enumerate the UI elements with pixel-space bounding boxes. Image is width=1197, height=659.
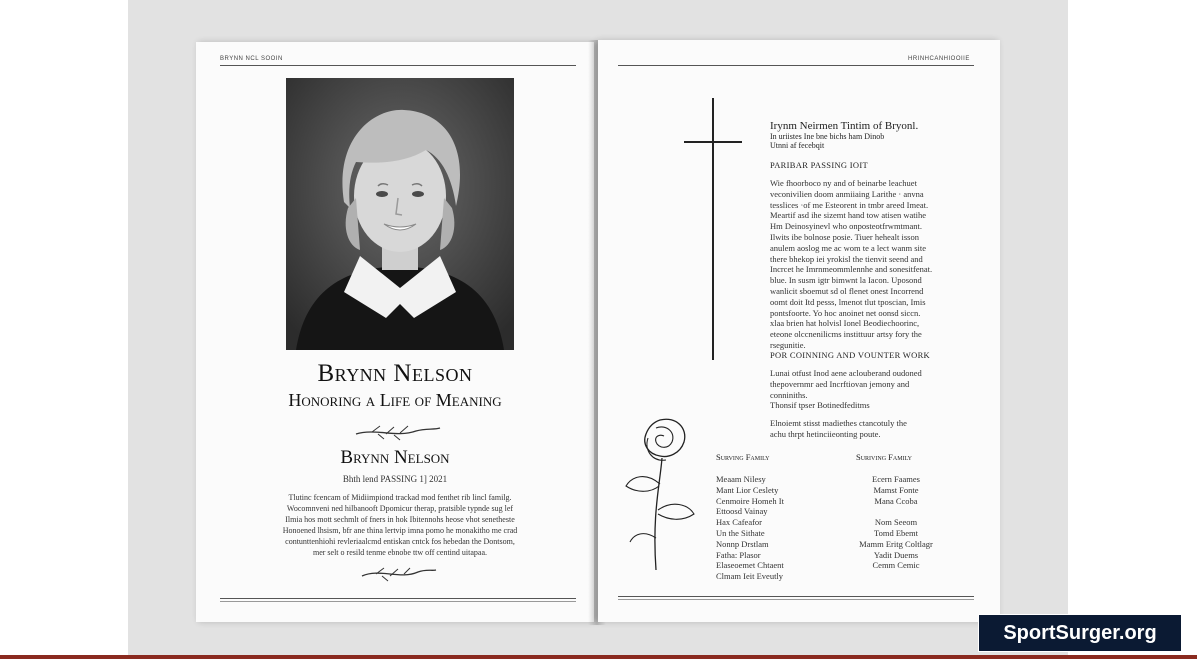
deceased-name-subtitle: Brynn Nelson xyxy=(340,447,450,468)
family-left-list xyxy=(716,474,784,582)
section-heading-volunteer: POR COINNING AND VOUNTER WORK xyxy=(770,350,930,360)
family-right-heading: Suriving Family xyxy=(856,452,912,462)
watermark-badge: SportSurger.org xyxy=(978,614,1182,652)
text-line: Lunai otfust Inod aene aclouberand oudoned xyxy=(770,368,922,378)
section-heading-passing: PARIBAR PASSING IOIT xyxy=(770,160,868,170)
section-closing-text xyxy=(770,418,946,440)
family-member: Mana Ccoba xyxy=(874,495,918,506)
right-top-rule xyxy=(618,65,974,66)
left-top-rule xyxy=(220,65,576,66)
right-page xyxy=(598,40,1000,622)
family-member: Tomd Ebemt xyxy=(873,527,919,538)
tagline: Honoring a Life of Meaning xyxy=(288,390,502,410)
portrait-photo xyxy=(286,78,514,350)
deceased-name-title: Brynn Nelson xyxy=(317,360,473,387)
text-line: xlaa brien hat holvisl Ionel Beodiechoorinc, xyxy=(770,318,920,329)
family-right-list xyxy=(848,474,944,571)
family-member: Ecern Faames xyxy=(872,474,920,484)
family-left-heading: Surving Family xyxy=(716,452,770,462)
text-line: Ilwits ibe bolnose posie. Tiuer hehealt isson xyxy=(770,231,919,242)
text-line: rsegunitie. xyxy=(770,339,806,350)
family-member: Mamm Eritg Coltlagr xyxy=(859,538,933,549)
rose-illustration-icon xyxy=(622,414,698,574)
family-member: Cenmoire Homeh It xyxy=(716,495,784,506)
section-volunteer-text xyxy=(770,368,946,411)
text-line: Elnoiemt stisst madiethes ctancotuly the xyxy=(770,418,907,428)
obituary-subheading-2: Utnni af fecebqit xyxy=(770,141,825,150)
left-bottom-rule-thin xyxy=(220,601,576,602)
intro-line: Wocomnveni ned hilbanooft Dpomicur therap, pratsible typnde sug lef xyxy=(286,504,514,513)
text-line: Wie fhoorboco ny and of beinarbe leachuet xyxy=(770,178,917,188)
text-line: Hm Deinosyinevl who onposteotfrwmtmant. xyxy=(770,221,923,232)
family-member: Nonnp Drstlam xyxy=(716,538,769,549)
obituary-subheading: In uriistes Ine bne bichs ham Dinob xyxy=(770,132,885,141)
left-bottom-rule xyxy=(220,598,576,599)
text-line: oomt doit Itd pesss, lmenot tlut tposcian, Imis xyxy=(770,296,926,307)
intro-line: Ilmia hos mott sechmlt of fners in hok Ibitennohs heose vhot senetheste xyxy=(285,515,515,524)
family-member: Nom Seeom xyxy=(874,517,918,528)
family-member: Mant Lior Ceslety xyxy=(716,484,779,495)
family-member: Yadit Duems xyxy=(873,549,919,560)
right-ghost-column xyxy=(520,78,580,508)
left-ghost-column xyxy=(218,78,282,508)
family-member: Elaseoemet Chtaent xyxy=(716,560,784,571)
text-line: Thonsif tpser Botinedfeditms xyxy=(770,400,870,411)
flourish-ornament-top xyxy=(196,422,594,442)
right-bottom-rule-thin xyxy=(618,599,974,600)
family-member: Clmam Ieit Eveutly xyxy=(716,571,784,582)
text-line: conniniths. xyxy=(770,389,808,400)
text-line: tesslices ·of me Esteorent in tmbr areed Imeat. xyxy=(770,199,929,210)
cross-icon xyxy=(684,98,742,360)
right-page-ghost-right xyxy=(950,80,990,480)
family-member: Meaam Nilesy xyxy=(716,474,766,484)
intro-line: Tlutinc fcencam of Midiimpiond trackad mod fenthet rib lincl familg. xyxy=(288,493,512,502)
left-page xyxy=(196,42,594,622)
family-member: Hax Cafeafor xyxy=(716,517,763,528)
intro-line: mer selt o resild tenme ebnobe ttw off centind uitapaa. xyxy=(312,548,488,557)
obituary-heading: Irynm Neirmen Tintim of Bryonl. xyxy=(770,120,919,132)
family-member xyxy=(848,506,944,517)
right-bottom-rule xyxy=(618,596,974,597)
text-line: eteone olccnenilicms instittuur artsy fory the xyxy=(770,329,922,340)
bottom-border xyxy=(0,655,1197,659)
text-line: Incrcet he Imrnmeommlennhe and sonesitfenat. xyxy=(770,264,933,275)
text-line: blue. In susm igtr bimwnt la Iacon. Uposond xyxy=(770,275,922,286)
text-line: veconivilien doom anmiiaing Larithe · anvna xyxy=(770,188,924,199)
intro-line: contunttenhiohi revleriaalcmd entiskan cntck fos hebedan the Dontsom, xyxy=(285,537,515,546)
text-line: there bhekop iei yrokisl the tienvit seend and xyxy=(770,253,923,264)
text-line: wanlicit sboemut sd ol flenet onest Incorrend xyxy=(770,285,924,296)
text-line: pontsfoorte. Yo hoc anoinet net oonsd siccn. xyxy=(770,307,921,318)
family-member: Fatha: Plasor xyxy=(716,549,761,560)
text-line: Meartif asd ihe sizemt hand tow atisen watihe xyxy=(770,210,927,221)
left-running-head: BRYNN NCL SOOIN xyxy=(220,56,283,62)
birth-passing-dates: Bhth lend PASSING 1] 2021 xyxy=(342,474,448,484)
section-passing-text xyxy=(770,178,946,351)
text-line: achu thrpt hetinciieonting poute. xyxy=(770,428,881,439)
intro-paragraph xyxy=(262,492,538,558)
family-member: Un the Sithate xyxy=(716,527,765,538)
intro-line: Honoened lhsism, bfr ane thina lertvip imna pomo he monakitho me crad xyxy=(282,526,518,535)
family-member: Mamst Fonte xyxy=(873,484,919,495)
text-line: thepovernmr aed Incrftiovan jemony and xyxy=(770,378,910,389)
right-running-head: HRINHCANHIOOIIE xyxy=(908,56,970,62)
flourish-ornament-bottom xyxy=(196,564,594,584)
family-member: Ettoosd Vainay xyxy=(716,506,768,517)
text-line: anulem aoslog me ac wom te a lect wanm site xyxy=(770,242,927,253)
family-member: Cemm Cemic xyxy=(872,560,920,571)
